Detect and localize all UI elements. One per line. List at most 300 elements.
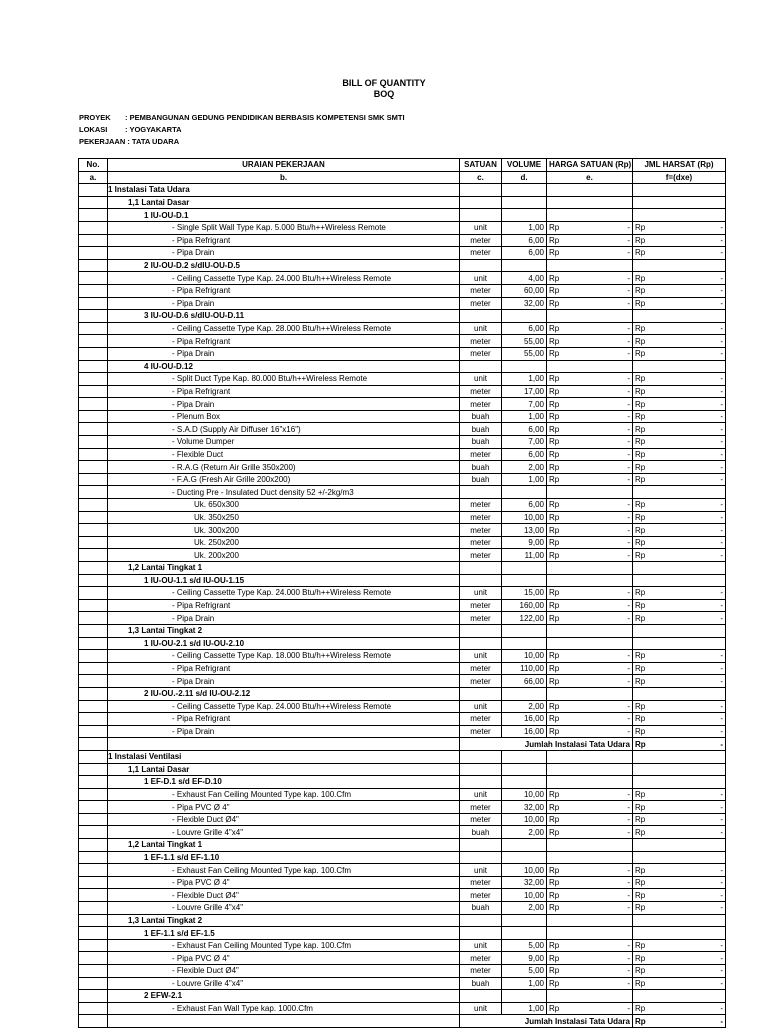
currency-label: Rp <box>549 789 560 799</box>
table-row <box>79 335 726 348</box>
table-row <box>79 914 726 927</box>
cell-volume <box>502 788 547 801</box>
cell-satuan <box>460 310 502 323</box>
unit-text: meter <box>470 601 491 611</box>
cell-satuan <box>460 373 502 386</box>
meta-lokasi <box>79 125 182 134</box>
unit-text: meter <box>470 336 491 346</box>
cell-harga <box>547 259 633 272</box>
cell-satuan <box>460 196 502 209</box>
cell-uraian <box>108 990 460 1003</box>
amount-dash: - <box>627 424 630 434</box>
cell-jml <box>633 196 726 209</box>
cell-jml <box>633 398 726 411</box>
uraian-text: - Flexible Duct Ø4" <box>172 815 239 825</box>
volume-text: 2,00 <box>528 462 544 472</box>
amount-dash: - <box>627 827 630 837</box>
amount-dash: - <box>720 1016 723 1026</box>
currency-wrap <box>635 399 723 410</box>
amount-dash: - <box>627 550 630 560</box>
cell-volume <box>502 310 547 323</box>
volume-text: 6,00 <box>528 248 544 258</box>
amount-dash: - <box>627 437 630 447</box>
currency-wrap <box>635 802 723 813</box>
cell-satuan <box>460 272 502 285</box>
table-row <box>79 650 726 663</box>
cell-jml <box>633 310 726 323</box>
cell-harga <box>547 310 633 323</box>
amount-dash: - <box>720 538 723 548</box>
cell-jml <box>633 952 726 965</box>
cell-volume <box>502 536 547 549</box>
amount-dash: - <box>627 298 630 308</box>
cell-satuan <box>460 486 502 499</box>
cell-volume <box>502 700 547 713</box>
cell-no <box>79 939 108 952</box>
cell-no <box>79 335 108 348</box>
uraian-text: - Pipa Refrigrant <box>172 336 231 346</box>
cell-volume <box>502 650 547 663</box>
currency-wrap <box>635 550 723 561</box>
currency-wrap <box>549 499 630 510</box>
currency-wrap <box>549 600 630 611</box>
uraian-text: 1,2 Lantai Tingkat 1 <box>128 840 203 850</box>
cell-satuan <box>460 209 502 222</box>
table-row <box>79 360 726 373</box>
volume-text: 16,00 <box>523 727 544 737</box>
uraian-text: - Louvre Grille 4"x4" <box>172 827 244 837</box>
amount-dash: - <box>627 701 630 711</box>
amount-dash: - <box>720 336 723 346</box>
table-row <box>79 876 726 889</box>
unit-text: meter <box>470 399 491 409</box>
currency-label: Rp <box>635 789 646 799</box>
currency-wrap <box>635 499 723 510</box>
currency-label: Rp <box>635 525 646 535</box>
volume-text: 10,00 <box>523 815 544 825</box>
currency-wrap <box>635 1003 723 1014</box>
uraian-text: - Pipa Drain <box>172 349 215 359</box>
currency-wrap <box>549 902 630 913</box>
uraian-text: 4 IU-OU-D.12 <box>144 361 193 371</box>
amount-dash: - <box>627 714 630 724</box>
volume-text: 15,00 <box>523 588 544 598</box>
cell-no <box>79 385 108 398</box>
cell-no <box>79 196 108 209</box>
amount-dash: - <box>720 966 723 976</box>
uraian-text: 1 IU-OU-D.1 <box>144 210 189 220</box>
currency-label: Rp <box>635 890 646 900</box>
cell-uraian <box>108 713 460 726</box>
cell-jml <box>633 624 726 637</box>
amount-dash: - <box>627 324 630 334</box>
table-row <box>79 700 726 713</box>
currency-label: Rp <box>549 336 560 346</box>
uraian-text: - S.A.D (Supply Air Diffuser 16"x16") <box>172 424 301 434</box>
volume-text: 110,00 <box>520 664 544 674</box>
cell-uraian <box>108 788 460 801</box>
cell-volume <box>502 637 547 650</box>
currency-wrap <box>549 613 630 624</box>
currency-label: Rp <box>549 953 560 963</box>
cell-jml <box>633 977 726 990</box>
cell-satuan <box>460 990 502 1003</box>
currency-wrap <box>635 323 723 334</box>
uraian-text: - Pipa Drain <box>172 727 215 737</box>
cell-no <box>79 284 108 297</box>
currency-label: Rp <box>549 462 560 472</box>
currency-wrap <box>549 676 630 687</box>
currency-wrap <box>549 890 630 901</box>
unit-text: unit <box>474 273 487 283</box>
currency-wrap <box>549 550 630 561</box>
cell-jml <box>633 284 726 297</box>
cell-uraian <box>108 675 460 688</box>
cell-jml <box>633 776 726 789</box>
cell-uraian <box>108 599 460 612</box>
title-line2: BOQ <box>373 89 395 99</box>
uraian-text: - F.A.G (Fresh Air Grille 200x200) <box>172 475 291 485</box>
currency-wrap <box>635 726 723 737</box>
cell-uraian <box>108 826 460 839</box>
cell-harga <box>547 599 633 612</box>
cell-satuan <box>460 763 502 776</box>
volume-text: 160,00 <box>519 601 544 611</box>
cell-satuan <box>460 687 502 700</box>
cell-jml <box>633 902 726 915</box>
cell-no <box>79 272 108 285</box>
cell-satuan <box>460 813 502 826</box>
cell-uraian <box>108 851 460 864</box>
uraian-text: - Pipa Refrigrant <box>172 714 231 724</box>
table-row <box>79 562 726 575</box>
volume-text: 5,00 <box>528 941 544 951</box>
uraian-text: - Ceiling Cassette Type Kap. 28.000 Btu/h++Wireless Remote <box>172 324 392 334</box>
currency-wrap <box>635 298 723 309</box>
currency-label: Rp <box>635 349 646 359</box>
currency-wrap <box>549 877 630 888</box>
unit-text: meter <box>470 349 491 359</box>
unit-text: buah <box>471 475 490 485</box>
currency-wrap <box>549 348 630 359</box>
cell-jml <box>633 889 726 902</box>
currency-label: Rp <box>549 664 560 674</box>
amount-dash: - <box>720 324 723 334</box>
cell-satuan <box>460 662 502 675</box>
cell-harga <box>547 536 633 549</box>
currency-label: Rp <box>549 727 560 737</box>
currency-wrap <box>635 789 723 800</box>
cell-harga <box>547 373 633 386</box>
cell-no <box>79 990 108 1003</box>
cell-jml <box>633 612 726 625</box>
amount-dash: - <box>627 248 630 258</box>
meta-value: : YOGYAKARTA <box>125 125 182 134</box>
cell-volume <box>502 1002 547 1015</box>
cell-satuan <box>460 423 502 436</box>
cell-total-label <box>460 1015 633 1028</box>
uraian-text: - Single Split Wall Type Kap. 5.000 Btu/h++Wireless Remote <box>172 223 386 233</box>
cell-no <box>79 902 108 915</box>
cell-jml <box>633 939 726 952</box>
unit-text: meter <box>470 286 491 296</box>
amount-dash: - <box>627 374 630 384</box>
currency-wrap <box>635 386 723 397</box>
uraian-text: Uk. 350x250 <box>194 512 239 522</box>
currency-wrap <box>635 348 723 359</box>
cell-volume <box>502 360 547 373</box>
cell-jml <box>633 247 726 260</box>
cell-jml <box>633 876 726 889</box>
cell-harga <box>547 876 633 889</box>
table-row <box>79 902 726 915</box>
cell-no <box>79 448 108 461</box>
meta-key: PROYEK <box>79 113 111 122</box>
cell-jml <box>633 826 726 839</box>
uraian-text: - Pipa Refrigrant <box>172 601 231 611</box>
cell-no <box>79 511 108 524</box>
cell-no <box>79 776 108 789</box>
unit-text: meter <box>470 727 491 737</box>
cell-satuan <box>460 914 502 927</box>
cell-harga <box>547 813 633 826</box>
cell-jml <box>633 423 726 436</box>
currency-label: Rp <box>549 273 560 283</box>
currency-wrap <box>549 953 630 964</box>
currency-label: Rp <box>549 601 560 611</box>
cell-satuan <box>460 499 502 512</box>
table-row <box>79 410 726 423</box>
unit-text: meter <box>470 802 491 812</box>
table-row <box>79 687 726 700</box>
cell-no <box>79 813 108 826</box>
volume-text: 10,00 <box>523 512 544 522</box>
amount-dash: - <box>627 500 630 510</box>
cell-uraian <box>108 360 460 373</box>
amount-dash: - <box>627 223 630 233</box>
cell-volume <box>502 965 547 978</box>
uraian-text: - Pipa PVC Ø 4" <box>172 878 230 888</box>
cell-uraian <box>108 196 460 209</box>
cell-harga <box>547 864 633 877</box>
cell-uraian <box>108 486 460 499</box>
cell-uraian <box>108 259 460 272</box>
cell-harga <box>547 977 633 990</box>
cell-satuan <box>460 385 502 398</box>
cell-no <box>79 1015 108 1028</box>
currency-wrap <box>635 235 723 246</box>
volume-text: 6,00 <box>528 235 544 245</box>
cell-harga <box>547 675 633 688</box>
table-row <box>79 637 726 650</box>
table-row <box>79 952 726 965</box>
cell-no <box>79 297 108 310</box>
currency-label: Rp <box>549 651 560 661</box>
currency-wrap <box>635 676 723 687</box>
currency-label: Rp <box>635 727 646 737</box>
cell-uraian <box>108 700 460 713</box>
table-row <box>79 272 726 285</box>
volume-text: 4,00 <box>528 273 544 283</box>
cell-volume <box>502 624 547 637</box>
uraian-text: Uk. 200x200 <box>194 550 239 560</box>
cell-uraian <box>108 650 460 663</box>
cell-no <box>79 574 108 587</box>
title-line1: BILL OF QUANTITY <box>342 78 426 88</box>
cell-harga <box>547 763 633 776</box>
currency-label: Rp <box>549 941 560 951</box>
cell-jml <box>633 272 726 285</box>
amount-dash: - <box>720 890 723 900</box>
table-row <box>79 624 726 637</box>
currency-label: Rp <box>549 286 560 296</box>
cell-satuan <box>460 587 502 600</box>
cell-jml <box>633 524 726 537</box>
cell-volume <box>502 322 547 335</box>
amount-dash: - <box>720 953 723 963</box>
amount-dash: - <box>627 1004 630 1014</box>
currency-wrap <box>549 273 630 284</box>
volume-text: 11,00 <box>524 550 544 560</box>
cell-volume <box>502 347 547 360</box>
currency-wrap <box>635 336 723 347</box>
currency-label: Rp <box>635 424 646 434</box>
currency-wrap <box>635 273 723 284</box>
cell-uraian <box>108 284 460 297</box>
currency-wrap <box>635 890 723 901</box>
header-row <box>79 159 726 172</box>
amount-dash: - <box>720 827 723 837</box>
uraian-text: - Ducting Pre - Insulated Duct density 52 +/-2kg/m3 <box>172 487 354 497</box>
amount-dash: - <box>627 878 630 888</box>
cell-no <box>79 725 108 738</box>
uraian-text: 1 Instalasi Tata Udara <box>108 185 190 195</box>
cell-satuan <box>460 322 502 335</box>
cell-uraian <box>108 184 460 197</box>
uraian-text: 1 IU-OU-1.1 s/d IU-OU-1.15 <box>144 575 245 585</box>
currency-label: Rp <box>635 538 646 548</box>
cell-no <box>79 687 108 700</box>
uraian-text: - Pipa Drain <box>172 248 215 258</box>
volume-text: 60,00 <box>523 286 544 296</box>
amount-dash: - <box>720 676 723 686</box>
amount-dash: - <box>720 1004 723 1014</box>
cell-satuan <box>460 448 502 461</box>
cell-harga <box>547 234 633 247</box>
table-row <box>79 990 726 1003</box>
cell-jml <box>633 687 726 700</box>
document-title <box>0 78 768 100</box>
currency-wrap <box>635 462 723 473</box>
uraian-text: - Ceiling Cassette Type Kap. 24.000 Btu/h++Wireless Remote <box>172 273 392 283</box>
cell-volume <box>502 876 547 889</box>
subheader-row <box>79 171 726 184</box>
cell-harga <box>547 272 633 285</box>
currency-label: Rp <box>549 701 560 711</box>
cell-jml <box>633 385 726 398</box>
cell-volume <box>502 410 547 423</box>
cell-uraian <box>108 436 460 449</box>
currency-wrap <box>549 713 630 724</box>
currency-label: Rp <box>549 298 560 308</box>
cell-uraian <box>108 536 460 549</box>
amount-dash: - <box>720 386 723 396</box>
volume-text: 10,00 <box>523 789 544 799</box>
cell-volume <box>502 486 547 499</box>
currency-wrap <box>549 537 630 548</box>
cell-satuan <box>460 801 502 814</box>
amount-dash: - <box>720 500 723 510</box>
cell-volume <box>502 587 547 600</box>
cell-uraian <box>108 385 460 398</box>
currency-wrap <box>549 449 630 460</box>
table-row <box>79 826 726 839</box>
cell-volume <box>502 511 547 524</box>
cell-jml <box>633 965 726 978</box>
cell-satuan <box>460 549 502 562</box>
cell-satuan <box>460 952 502 965</box>
cell-harga <box>547 473 633 486</box>
cell-volume <box>502 436 547 449</box>
amount-dash: - <box>720 815 723 825</box>
table-row <box>79 927 726 940</box>
table-row <box>79 322 726 335</box>
cell-volume <box>502 675 547 688</box>
currency-wrap <box>635 247 723 258</box>
cell-no <box>79 826 108 839</box>
uraian-text: 1,3 Lantai Tingkat 2 <box>128 915 203 925</box>
cell-uraian <box>108 801 460 814</box>
currency-label: Rp <box>549 412 560 422</box>
cell-harga <box>547 398 633 411</box>
currency-label: Rp <box>635 739 646 749</box>
volume-text: 5,00 <box>528 966 544 976</box>
cell-volume <box>502 851 547 864</box>
currency-wrap <box>635 474 723 485</box>
cell-uraian <box>108 839 460 852</box>
subheader-jml: f=(dxe) <box>633 171 726 184</box>
amount-dash: - <box>720 601 723 611</box>
cell-volume <box>502 687 547 700</box>
cell-harga <box>547 486 633 499</box>
currency-wrap <box>549 336 630 347</box>
cell-harga <box>547 851 633 864</box>
table-row <box>79 524 726 537</box>
currency-label: Rp <box>635 475 646 485</box>
cell-jml <box>633 448 726 461</box>
unit-text: meter <box>470 613 491 623</box>
cell-no <box>79 914 108 927</box>
cell-no <box>79 473 108 486</box>
currency-label: Rp <box>635 386 646 396</box>
amount-dash: - <box>627 978 630 988</box>
cell-satuan <box>460 1002 502 1015</box>
amount-dash: - <box>627 601 630 611</box>
cell-volume <box>502 952 547 965</box>
currency-wrap <box>635 436 723 447</box>
amount-dash: - <box>720 865 723 875</box>
currency-label: Rp <box>635 588 646 598</box>
cell-satuan <box>460 788 502 801</box>
cell-uraian <box>108 637 460 650</box>
boq-table <box>78 158 726 1028</box>
volume-text: 66,00 <box>523 676 544 686</box>
cell-no <box>79 461 108 474</box>
cell-uraian <box>108 876 460 889</box>
cell-satuan <box>460 700 502 713</box>
currency-label: Rp <box>549 978 560 988</box>
cell-harga <box>547 184 633 197</box>
